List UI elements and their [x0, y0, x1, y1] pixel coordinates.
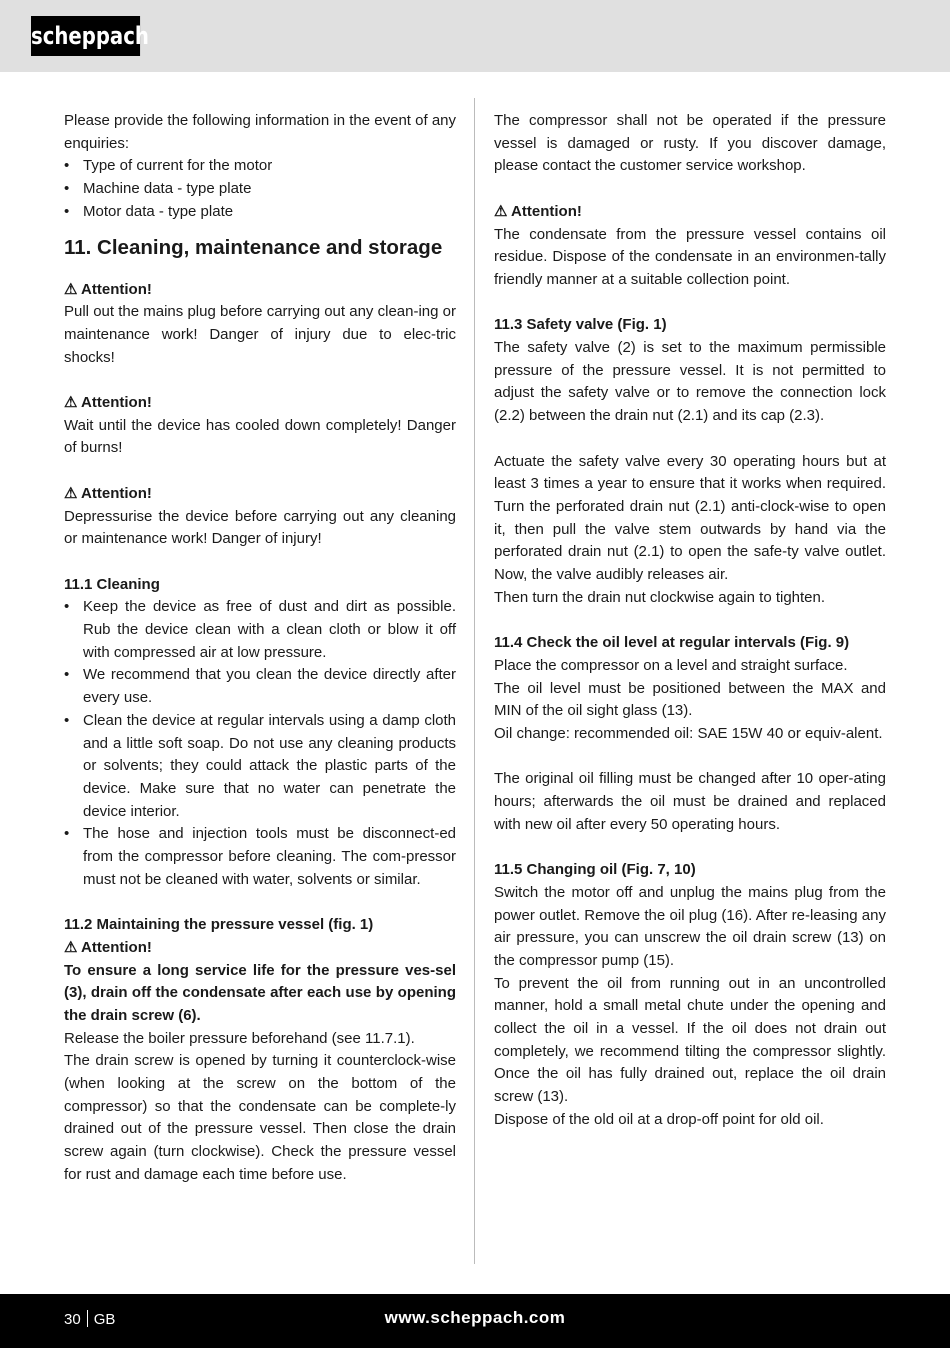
attention-label: ⚠ Attention! — [64, 280, 152, 298]
paragraph: Oil change: recommended oil: SAE 15W 40 or equiv-alent. — [494, 724, 883, 742]
list-item: • The hose and injection tools must be disconnect-ed from the compressor before cleaning. The com-pressor must not be cleaned with water, solvents or similar. — [64, 823, 456, 891]
paragraph: Switch the motor off and unplug the mains plug from the power outlet. Remove the oil plug (16). After re-leasing any air pressure, you can unscrew the oil drain screw (13) on the compressor pump (15). — [494, 883, 886, 969]
paragraph: Place the compressor on a level and straight surface. — [494, 656, 848, 674]
paragraph: Release the boiler pressure beforehand (see 11.7.1). — [64, 1029, 415, 1047]
list-item: • We recommend that you clean the device directly after every use. — [64, 664, 456, 709]
intro-text: Please provide the following information in the event of any enquiries: — [64, 112, 456, 152]
subsection-title-pressure-vessel: 11.2 Maintaining the pressure vessel (fig. 1) — [64, 916, 374, 934]
paragraph: The drain screw is opened by turning it counterclock-wise (when looking at the screw on the bottom of the compressor) so that the condensate can be complete-ly drained out of the pressure vessel. Then close the drain screw again (turn clockwise). Check the pressure vessel for rust and damage each time before use. — [64, 1052, 456, 1183]
left-column — [64, 110, 456, 1187]
attention-text: The condensate from the pressure vessel contains oil residue. Dispose of the condensate in an environmen-tally friendly manner at a suitable collection point. — [494, 225, 886, 288]
paragraph: The compressor shall not be operated if the pressure vessel is damaged or rusty. If you discover damage, please contact the customer service workshop. — [494, 112, 886, 175]
enquiry-list — [64, 155, 456, 223]
list-item: • Motor data - type plate — [64, 201, 456, 224]
subsection-title-safety-valve: 11.3 Safety valve (Fig. 1) — [494, 316, 667, 334]
list-item: • Machine data - type plate — [64, 178, 456, 201]
list-item: • Clean the device at regular intervals using a damp cloth and a little soft soap. Do not use any cleaning products or solvents; they could attack the plastic parts of the device. Make sure that no water can penetrate the device interior. — [64, 710, 456, 824]
bold-instruction: To ensure a long service life for the pressure ves-sel (3), drain off the condensate after each use by opening the drain screw (6). — [64, 961, 456, 1024]
paragraph: Then turn the drain nut clockwise again to tighten. — [494, 588, 826, 606]
paragraph: Actuate the safety valve every 30 operating hours but at least 3 times a year to ensure that it works when required. Turn the perforated drain nut (2.1) anti-clock-wise to open it, then pull the valve stem outwards by hand via the perforated drain nut (2.1) to open the safe-ty valve outlet. Now, the valve audibly releases air. — [494, 452, 886, 584]
list-item: • Type of current for the motor — [64, 155, 456, 178]
subsection-title-cleaning: 11.1 Cleaning — [64, 575, 160, 593]
attention-text: Wait until the device has cooled down completely! Danger of burns! — [64, 416, 456, 457]
attention-label: ⚠ Attention! — [64, 394, 152, 412]
attention-label: ⚠ Attention! — [64, 938, 152, 956]
brand-logo: scheppach — [31, 16, 140, 56]
paragraph: The oil level must be positioned between the MAX and MIN of the oil sight glass (13). — [494, 679, 886, 720]
attention-text: Pull out the mains plug before carrying out any clean-ing or maintenance work! Danger of injury due to elec-tric shocks! — [64, 303, 456, 366]
paragraph: To prevent the oil from running out in an uncontrolled manner, hold a small metal chute under the opening and collect the oil in a vessel. If the oil does not drain out completely, we recommend tilting the compressor slightly. Once the oil has fully drained out, replace the oil drain screw (13). — [494, 974, 886, 1106]
column-divider — [474, 98, 475, 1264]
page-number: 30 — [64, 1311, 81, 1328]
right-column — [494, 110, 886, 1132]
website-link[interactable]: www.scheppach.com — [384, 1308, 566, 1327]
subsection-title-oil-level: 11.4 Check the oil level at regular intervals (Fig. 9) — [494, 634, 850, 652]
attention-label: ⚠ Attention! — [64, 484, 152, 502]
list-item: • Keep the device as free of dust and dirt as possible. Rub the device clean with a clean cloth or blow it off with compressed air at low pressure. — [64, 596, 456, 664]
page-footer — [0, 1294, 950, 1348]
page-header — [0, 0, 950, 72]
paragraph: The safety valve (2) is set to the maximum permissible pressure of the pressure vessel. It is not permitted to adjust the safety valve or to remove the connection lock (2.2) between the drain nut (2.1) and its cap (2.3). — [494, 339, 886, 425]
section-title: 11. Cleaning, maintenance and storage — [64, 235, 443, 259]
cleaning-list — [64, 596, 456, 891]
paragraph: The original oil filling must be changed after 10 oper-ating hours; afterwards the oil must be drained and replaced with new oil after every 50 operating hours. — [494, 770, 886, 833]
attention-text: Depressurise the device before carrying out any cleaning or maintenance work! Danger of injury! — [64, 507, 456, 548]
subsection-title-changing-oil: 11.5 Changing oil (Fig. 7, 10) — [494, 861, 696, 879]
paragraph: Dispose of the old oil at a drop-off point for old oil. — [494, 1110, 824, 1128]
language-code: GB — [93, 1311, 116, 1328]
attention-label: ⚠ Attention! — [494, 202, 582, 220]
